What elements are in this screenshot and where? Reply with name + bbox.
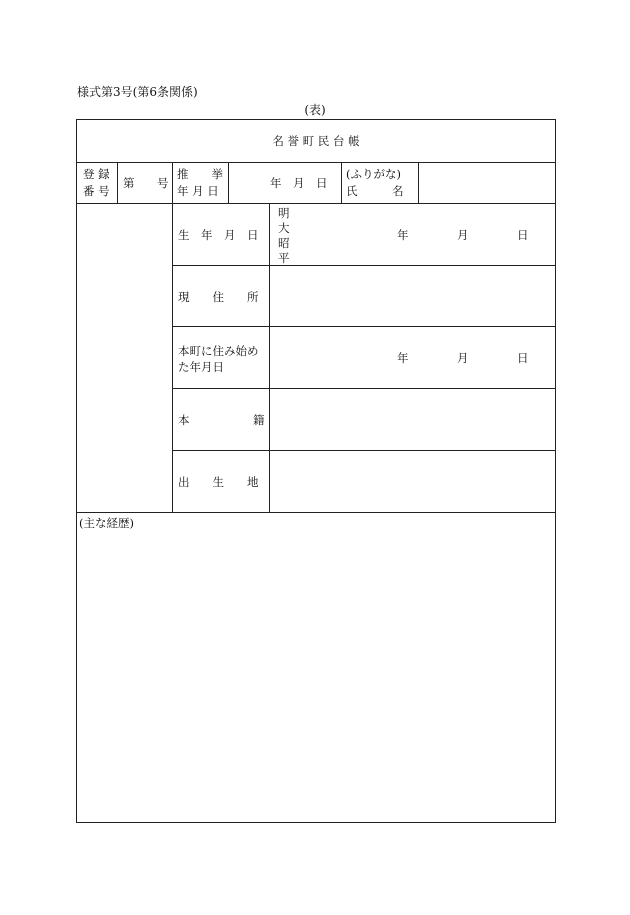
side-label: (表) [304,103,326,117]
number-divider [172,162,173,203]
address-label: 現 住 所 [178,290,259,304]
era-heisei: 平 [278,251,290,265]
reg-divider [117,162,118,203]
nom-label-divider [228,162,229,203]
label-column-divider [269,203,270,512]
domicile-row-divider [172,450,555,451]
birthplace-label: 出 生 地 [178,475,259,489]
name-label-divider [418,162,419,203]
residence-day-unit: 日 [517,351,529,365]
title-divider [77,162,555,163]
birth-year-unit: 年 [397,228,409,242]
residence-row-divider [172,388,555,389]
birth-row-divider [172,265,555,266]
era-showa: 昭 [278,236,290,250]
registry-form [76,119,556,823]
number-suffix: 号 [157,176,169,190]
birth-day-unit: 日 [517,228,529,242]
name-label: 氏 名 [346,184,404,198]
nomination-label-line1: 推 挙 [177,167,223,181]
era-meiji: 明 [278,206,290,220]
nom-date-divider [341,162,342,203]
career-label: (主な経歴) [79,516,134,530]
residence-month-unit: 月 [457,351,469,365]
photo-divider [172,203,173,512]
domicile-label-end: 籍 [253,413,265,427]
nomination-date: 年 月 日 [270,176,328,190]
residence-year-unit: 年 [397,351,409,365]
reg-label-line2: 番 号 [83,184,110,198]
form-title: 名 誉 町 民 台 帳 [272,134,360,148]
nomination-label-line2: 年 月 日 [177,184,219,198]
birth-month-unit: 月 [457,228,469,242]
number-prefix: 第 [123,176,135,190]
form-number-label: 様式第3号(第6条関係) [77,85,198,99]
residence-label-line2: た年月日 [178,360,224,374]
furigana-label: (ふりがな) [346,167,401,181]
era-taisho: 大 [278,221,290,235]
details-divider [77,512,555,513]
birth-date-label: 生 年 月 日 [178,228,259,242]
residence-label-line1: 本町に住み始め [178,344,259,358]
address-row-divider [172,326,555,327]
reg-label-line1: 登 録 [83,167,110,181]
domicile-label-start: 本 [178,413,190,427]
header-row-divider [77,203,555,204]
